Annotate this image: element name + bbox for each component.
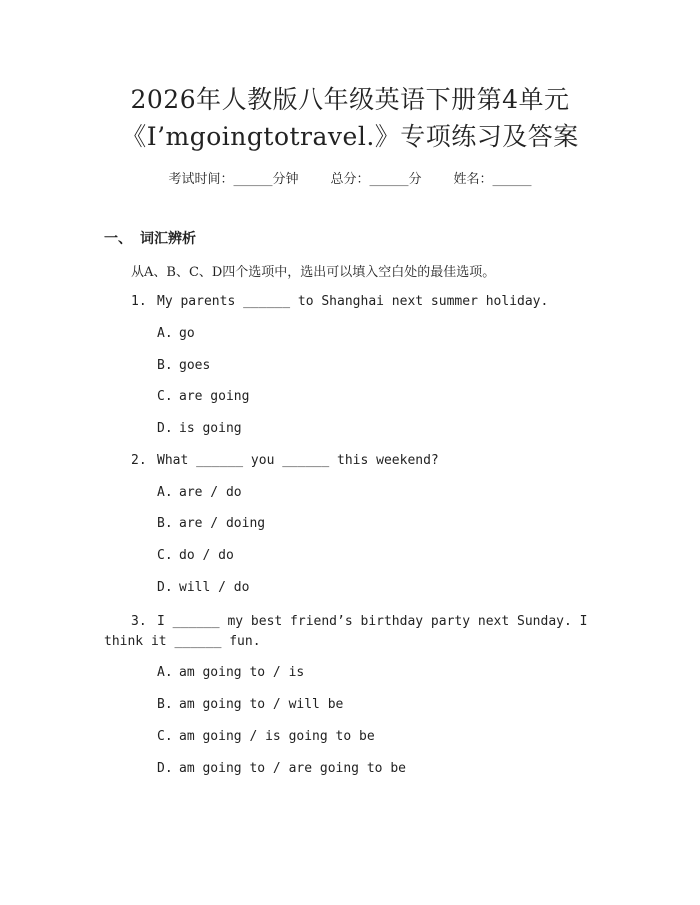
question-2 [131, 453, 439, 468]
question-text: What ______ you ______ this weekend? [157, 453, 439, 468]
option-text: do / do [179, 548, 234, 563]
question-text: My parents ______ to Shanghai next summer holiday. [157, 294, 549, 309]
question-number: 2. [131, 453, 147, 468]
option-text: am going to / are going to be [179, 761, 406, 776]
option-2c [157, 548, 234, 563]
option-1a [157, 326, 195, 341]
question-text: I ______ my best friend’s birthday party next Sunday. I think it ______ fun. [104, 614, 588, 649]
option-text: am going to / will be [179, 697, 344, 712]
question-3 [104, 612, 604, 652]
option-letter: B. [157, 697, 173, 712]
option-text: will / do [179, 580, 250, 595]
option-1b [157, 358, 210, 373]
option-text: is going [179, 421, 242, 436]
option-2a [157, 485, 242, 500]
question-number: 1. [131, 294, 147, 309]
option-letter: A. [157, 485, 173, 500]
option-text: am going / is going to be [179, 729, 375, 744]
total-score-label: 总分：______分 [330, 172, 422, 187]
option-letter: D. [157, 421, 173, 436]
option-1c [157, 389, 249, 404]
exam-time-label: 考试时间：______分钟 [168, 172, 299, 187]
option-letter: A. [157, 665, 173, 680]
option-text: are / doing [179, 516, 266, 531]
question-1 [131, 294, 548, 309]
option-text: am going to / is [179, 665, 305, 680]
page-title-line-2: 《I’mgoingtotravel.》专项练习及答案 [121, 122, 579, 151]
option-letter: B. [157, 516, 173, 531]
question-number: 3. [131, 614, 147, 629]
option-text: are going [179, 389, 250, 404]
student-name-label: 姓名：______ [453, 172, 532, 187]
option-text: goes [179, 358, 211, 373]
option-letter: A. [157, 326, 173, 341]
section-number: 一、 [104, 231, 132, 247]
option-letter: C. [157, 729, 173, 744]
option-3c [157, 729, 375, 744]
option-3a [157, 665, 304, 680]
option-3d [157, 761, 406, 776]
option-letter: D. [157, 580, 173, 595]
exam-info [0, 168, 700, 187]
option-letter: C. [157, 548, 173, 563]
section-instruction: 从A、B、C、D四个选项中，选出可以填入空白处的最佳选项。 [131, 265, 496, 280]
page-title-line-1: 2026年人教版八年级英语下册第4单元 [130, 85, 570, 114]
option-letter: B. [157, 358, 173, 373]
option-1d [157, 421, 242, 436]
option-text: are / do [179, 485, 242, 500]
option-letter: D. [157, 761, 173, 776]
option-3b [157, 697, 343, 712]
option-2d [157, 580, 249, 595]
option-text: go [179, 326, 195, 341]
option-2b [157, 516, 265, 531]
section-heading [104, 228, 196, 248]
section-title: 词汇辨析 [140, 231, 196, 247]
option-letter: C. [157, 389, 173, 404]
